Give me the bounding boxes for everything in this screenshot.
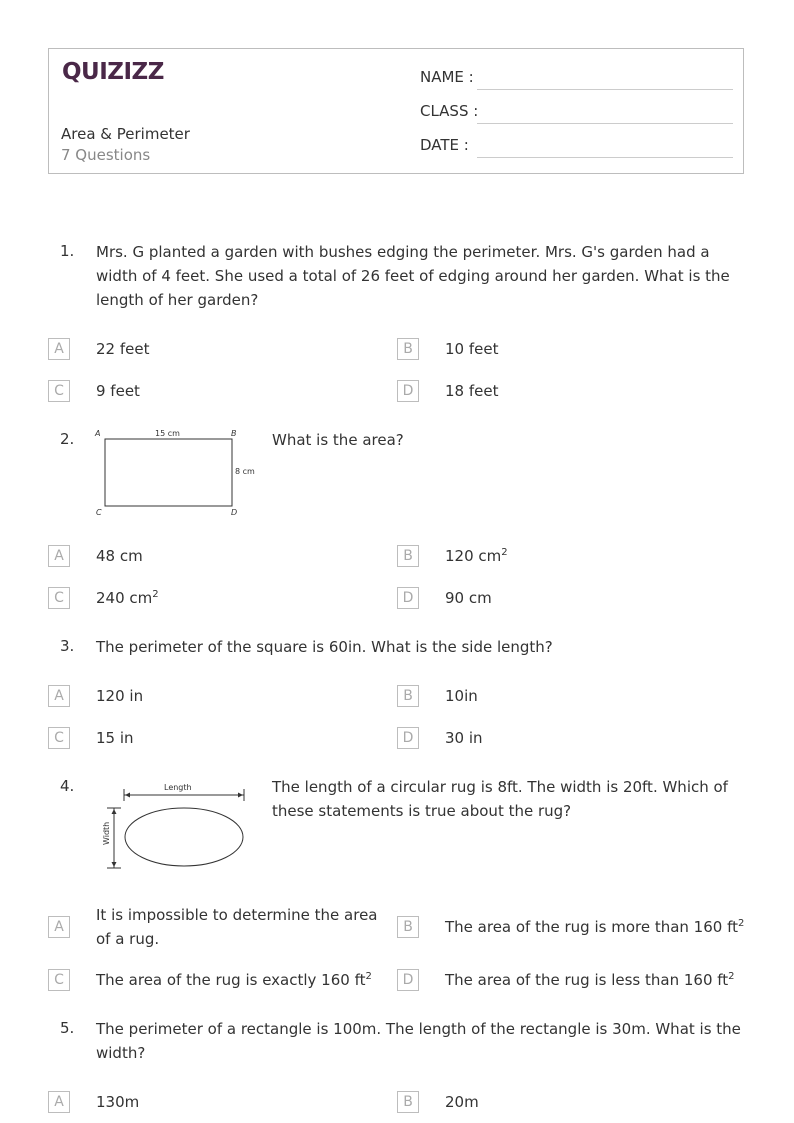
rectangle-shape	[105, 439, 232, 506]
width-bottom-arrow	[112, 862, 117, 867]
option-a-box[interactable]: A	[48, 545, 70, 567]
option-c-text: The area of the rug is exactly 160 $ft^2$	[96, 971, 372, 989]
question-text: The perimeter of a rectangle is 100m. The length of the rectangle is 30m. What is the width?	[96, 1020, 741, 1062]
rug-ellipse	[125, 808, 243, 866]
option-a-text: 48 cm	[96, 547, 143, 565]
option-b-box[interactable]: B	[397, 916, 419, 938]
option-c-box[interactable]: C	[48, 969, 70, 991]
option-d-box[interactable]: D	[397, 727, 419, 749]
option-b-text: 10in	[445, 687, 478, 705]
option-c-text: 15 in	[96, 729, 134, 747]
class-label: CLASS :	[420, 102, 479, 120]
question-text: Mrs. G planted a garden with bushes edging the perimeter. Mrs. G's garden had a width of 4 feet. She used a total of 26 feet of edging around her garden. What is the length of her garden?	[96, 243, 730, 309]
question-number: 4.	[60, 777, 75, 795]
option-c-box[interactable]: C	[48, 380, 70, 402]
option-c-text: 9 feet	[96, 382, 140, 400]
option-d-text: 90 cm	[445, 589, 492, 607]
side-dimension-label: 8 cm	[235, 467, 255, 476]
name-field[interactable]	[477, 89, 733, 90]
rectangle-figure	[92, 424, 262, 520]
option-a-text: 120 in	[96, 687, 144, 705]
top-dimension-label: 15 cm	[155, 429, 180, 438]
date-label: DATE :	[420, 136, 469, 154]
option-b-box[interactable]: B	[397, 685, 419, 707]
question-text: The perimeter of the square is 60in. What is the side length?	[96, 638, 553, 656]
option-c-box[interactable]: C	[48, 727, 70, 749]
corner-b-label: B	[231, 429, 237, 438]
worksheet-header	[48, 48, 744, 174]
corner-a-label: A	[95, 429, 101, 438]
length-right-arrow	[238, 793, 243, 798]
option-d-text: 30 in	[445, 729, 483, 747]
worksheet-title: Area & Perimeter	[61, 125, 190, 143]
width-top-arrow	[112, 809, 117, 814]
width-label: Width	[102, 821, 111, 845]
option-a-box[interactable]: A	[48, 338, 70, 360]
option-a-text: 22 feet	[96, 340, 150, 358]
option-d-box[interactable]: D	[397, 587, 419, 609]
question-count: 7 Questions	[61, 146, 151, 164]
question-number: 5.	[60, 1019, 75, 1037]
option-b-box[interactable]: B	[397, 1091, 419, 1113]
option-a-box[interactable]: A	[48, 685, 70, 707]
option-d-text: 18 feet	[445, 382, 499, 400]
option-c-box[interactable]: C	[48, 587, 70, 609]
option-a-box[interactable]: A	[48, 916, 70, 938]
option-b-box[interactable]: B	[397, 545, 419, 567]
name-label: NAME :	[420, 68, 474, 86]
question-text: What is the area?	[272, 431, 404, 449]
option-c-text: 240 $cm^2$	[96, 589, 159, 607]
option-a-box[interactable]: A	[48, 1091, 70, 1113]
question-text: The length of a circular rug is 8ft. The width is 20ft. Which of these statements is true about the rug?	[272, 778, 728, 820]
option-b-text: 20m	[445, 1093, 479, 1111]
question-number: 1.	[60, 242, 75, 260]
length-left-arrow	[125, 793, 130, 798]
option-b-text: 10 feet	[445, 340, 499, 358]
option-b-box[interactable]: B	[397, 338, 419, 360]
corner-c-label: C	[96, 508, 102, 517]
option-a-text: It is impossible to determine the area of a rug.	[96, 906, 378, 948]
length-label: Length	[164, 783, 192, 792]
corner-d-label: D	[231, 508, 238, 517]
date-field[interactable]	[477, 157, 733, 158]
question-number: 3.	[60, 637, 75, 655]
option-d-box[interactable]: D	[397, 380, 419, 402]
option-d-box[interactable]: D	[397, 969, 419, 991]
option-b-text: The area of the rug is more than 160 $ft^2$	[445, 918, 745, 936]
question-number: 2.	[60, 430, 75, 448]
quizizz-logo: QUIZIZZ	[62, 59, 164, 85]
class-field[interactable]	[477, 123, 733, 124]
option-b-text: 120 $cm^2$	[445, 547, 508, 565]
ellipse-rug-figure	[98, 778, 254, 874]
option-a-text: 130m	[96, 1093, 140, 1111]
option-d-text: The area of the rug is less than 160 $ft^2$	[445, 971, 735, 989]
